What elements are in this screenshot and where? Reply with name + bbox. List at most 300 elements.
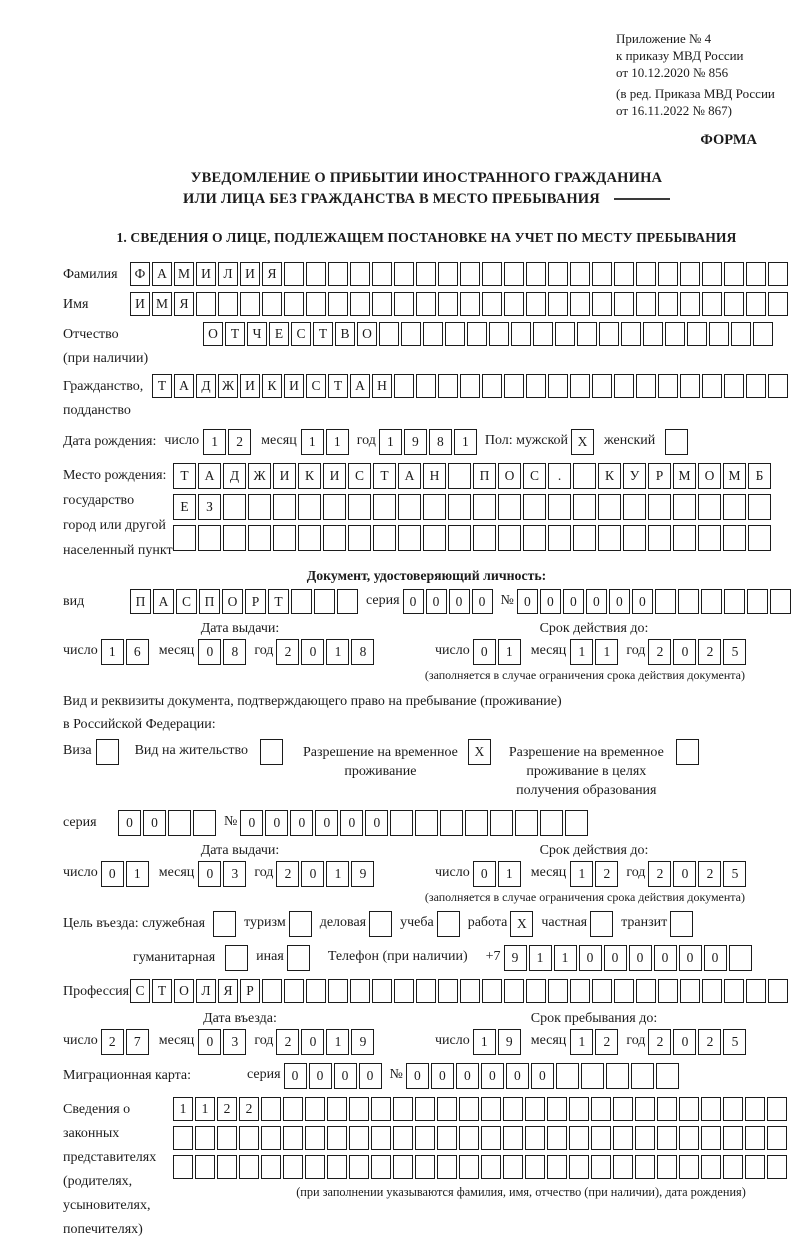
- char-box[interactable]: [323, 494, 346, 520]
- char-box[interactable]: [702, 262, 722, 286]
- char-box[interactable]: [635, 1097, 655, 1121]
- char-box[interactable]: [702, 374, 722, 398]
- char-box[interactable]: [393, 1097, 413, 1121]
- char-box[interactable]: [768, 292, 788, 316]
- char-box[interactable]: [416, 292, 436, 316]
- char-box[interactable]: Е: [173, 494, 196, 520]
- char-box[interactable]: [481, 1126, 501, 1150]
- char-box[interactable]: [592, 979, 612, 1003]
- checkbox-visa[interactable]: [96, 739, 119, 765]
- char-box[interactable]: [570, 292, 590, 316]
- char-box[interactable]: [283, 1155, 303, 1179]
- char-box[interactable]: К: [298, 463, 321, 489]
- char-box[interactable]: 5: [723, 1029, 746, 1055]
- char-box[interactable]: М: [152, 292, 172, 316]
- char-box[interactable]: [748, 494, 771, 520]
- char-box[interactable]: 1: [326, 639, 349, 665]
- char-box[interactable]: [437, 1155, 457, 1179]
- char-box[interactable]: [591, 1097, 611, 1121]
- char-box[interactable]: 2: [698, 639, 721, 665]
- char-box[interactable]: 6: [126, 639, 149, 665]
- char-box[interactable]: [482, 292, 502, 316]
- char-box[interactable]: [440, 810, 463, 836]
- char-box[interactable]: [770, 589, 791, 614]
- char-box[interactable]: [569, 1155, 589, 1179]
- char-box[interactable]: [262, 979, 282, 1003]
- char-box[interactable]: [195, 1126, 215, 1150]
- char-box[interactable]: 2: [276, 639, 299, 665]
- char-box[interactable]: 1: [498, 639, 521, 665]
- char-box[interactable]: 0: [579, 945, 602, 971]
- char-box[interactable]: Т: [268, 589, 289, 614]
- char-box[interactable]: Е: [269, 322, 289, 346]
- char-box[interactable]: [438, 979, 458, 1003]
- char-box[interactable]: 0: [426, 589, 447, 614]
- char-box[interactable]: [248, 525, 271, 551]
- char-box[interactable]: 0: [673, 639, 696, 665]
- char-box[interactable]: 0: [359, 1063, 382, 1089]
- char-box[interactable]: У: [623, 463, 646, 489]
- char-box[interactable]: 0: [309, 1063, 332, 1089]
- char-box[interactable]: С: [348, 463, 371, 489]
- char-box[interactable]: Я: [174, 292, 194, 316]
- char-box[interactable]: 9: [351, 1029, 374, 1055]
- char-box[interactable]: Ж: [248, 463, 271, 489]
- checkbox-other-purpose[interactable]: [287, 945, 310, 971]
- checkbox-business[interactable]: [369, 911, 392, 937]
- char-box[interactable]: [698, 525, 721, 551]
- char-box[interactable]: 0: [403, 589, 424, 614]
- char-box[interactable]: [401, 322, 421, 346]
- char-box[interactable]: [657, 1155, 677, 1179]
- char-box[interactable]: А: [153, 589, 174, 614]
- char-box[interactable]: Д: [223, 463, 246, 489]
- char-box[interactable]: 0: [517, 589, 538, 614]
- char-box[interactable]: [591, 1126, 611, 1150]
- char-box[interactable]: 0: [449, 589, 470, 614]
- char-box[interactable]: [592, 374, 612, 398]
- char-box[interactable]: [223, 494, 246, 520]
- char-box[interactable]: [655, 589, 676, 614]
- char-box[interactable]: [701, 589, 722, 614]
- char-box[interactable]: 0: [704, 945, 727, 971]
- char-box[interactable]: [723, 494, 746, 520]
- char-box[interactable]: [415, 1126, 435, 1150]
- char-box[interactable]: [314, 589, 335, 614]
- char-box[interactable]: [724, 374, 744, 398]
- char-box[interactable]: [573, 463, 596, 489]
- char-box[interactable]: [437, 1097, 457, 1121]
- char-box[interactable]: 1: [473, 1029, 496, 1055]
- char-box[interactable]: [460, 262, 480, 286]
- char-box[interactable]: [569, 1126, 589, 1150]
- char-box[interactable]: [569, 1097, 589, 1121]
- char-box[interactable]: С: [130, 979, 150, 1003]
- char-box[interactable]: [261, 1126, 281, 1150]
- char-box[interactable]: [438, 292, 458, 316]
- char-box[interactable]: [598, 494, 621, 520]
- char-box[interactable]: С: [523, 463, 546, 489]
- char-box[interactable]: Т: [373, 463, 396, 489]
- char-box[interactable]: 7: [126, 1029, 149, 1055]
- char-box[interactable]: [195, 1155, 215, 1179]
- char-box[interactable]: [548, 374, 568, 398]
- char-box[interactable]: Б: [748, 463, 771, 489]
- char-box[interactable]: [565, 810, 588, 836]
- char-box[interactable]: [445, 322, 465, 346]
- char-box[interactable]: [372, 262, 392, 286]
- char-box[interactable]: [753, 322, 773, 346]
- char-box[interactable]: [173, 1126, 193, 1150]
- char-box[interactable]: Т: [152, 374, 172, 398]
- char-box[interactable]: 1: [326, 429, 349, 455]
- checkbox-male[interactable]: X: [571, 429, 594, 455]
- char-box[interactable]: [473, 494, 496, 520]
- char-box[interactable]: [328, 262, 348, 286]
- char-box[interactable]: [658, 292, 678, 316]
- char-box[interactable]: [577, 322, 597, 346]
- char-box[interactable]: [217, 1155, 237, 1179]
- char-box[interactable]: [606, 1063, 629, 1089]
- char-box[interactable]: [504, 262, 524, 286]
- char-box[interactable]: И: [240, 262, 260, 286]
- char-box[interactable]: Л: [218, 262, 238, 286]
- char-box[interactable]: 0: [629, 945, 652, 971]
- char-box[interactable]: [665, 322, 685, 346]
- char-box[interactable]: 1: [326, 1029, 349, 1055]
- char-box[interactable]: [547, 1097, 567, 1121]
- char-box[interactable]: [305, 1097, 325, 1121]
- char-box[interactable]: [284, 292, 304, 316]
- char-box[interactable]: [648, 494, 671, 520]
- char-box[interactable]: [504, 374, 524, 398]
- char-box[interactable]: [656, 1063, 679, 1089]
- char-box[interactable]: О: [698, 463, 721, 489]
- char-box[interactable]: [291, 589, 312, 614]
- char-box[interactable]: [394, 979, 414, 1003]
- char-box[interactable]: [218, 292, 238, 316]
- char-box[interactable]: [570, 979, 590, 1003]
- char-box[interactable]: [745, 1155, 765, 1179]
- char-box[interactable]: [526, 292, 546, 316]
- char-box[interactable]: [573, 525, 596, 551]
- char-box[interactable]: 2: [648, 639, 671, 665]
- char-box[interactable]: [482, 262, 502, 286]
- char-box[interactable]: Ф: [130, 262, 150, 286]
- char-box[interactable]: [648, 525, 671, 551]
- char-box[interactable]: [482, 374, 502, 398]
- char-box[interactable]: [768, 262, 788, 286]
- char-box[interactable]: 0: [365, 810, 388, 836]
- char-box[interactable]: [623, 525, 646, 551]
- char-box[interactable]: [284, 979, 304, 1003]
- char-box[interactable]: [416, 979, 436, 1003]
- char-box[interactable]: [416, 262, 436, 286]
- char-box[interactable]: [489, 322, 509, 346]
- char-box[interactable]: [746, 292, 766, 316]
- char-box[interactable]: [680, 262, 700, 286]
- char-box[interactable]: 0: [563, 589, 584, 614]
- checkbox-transit[interactable]: [670, 911, 693, 937]
- checkbox-work[interactable]: X: [510, 911, 533, 937]
- char-box[interactable]: [702, 292, 722, 316]
- char-box[interactable]: [448, 463, 471, 489]
- char-box[interactable]: И: [196, 262, 216, 286]
- char-box[interactable]: 9: [351, 861, 374, 887]
- char-box[interactable]: [548, 525, 571, 551]
- char-box[interactable]: 0: [673, 861, 696, 887]
- char-box[interactable]: [248, 494, 271, 520]
- char-box[interactable]: 0: [481, 1063, 504, 1089]
- char-box[interactable]: [262, 292, 282, 316]
- checkbox-official[interactable]: [213, 911, 236, 937]
- char-box[interactable]: [614, 262, 634, 286]
- char-box[interactable]: 2: [698, 861, 721, 887]
- char-box[interactable]: 1: [529, 945, 552, 971]
- char-box[interactable]: В: [335, 322, 355, 346]
- char-box[interactable]: 0: [679, 945, 702, 971]
- char-box[interactable]: [723, 1155, 743, 1179]
- char-box[interactable]: Т: [328, 374, 348, 398]
- char-box[interactable]: [193, 810, 216, 836]
- char-box[interactable]: [503, 1126, 523, 1150]
- char-box[interactable]: [327, 1155, 347, 1179]
- char-box[interactable]: О: [222, 589, 243, 614]
- char-box[interactable]: А: [350, 374, 370, 398]
- char-box[interactable]: [415, 1155, 435, 1179]
- char-box[interactable]: 0: [673, 1029, 696, 1055]
- char-box[interactable]: 0: [198, 1029, 221, 1055]
- char-box[interactable]: [459, 1126, 479, 1150]
- char-box[interactable]: [581, 1063, 604, 1089]
- char-box[interactable]: 1: [595, 639, 618, 665]
- char-box[interactable]: М: [723, 463, 746, 489]
- char-box[interactable]: [349, 1155, 369, 1179]
- char-box[interactable]: [261, 1097, 281, 1121]
- char-box[interactable]: [371, 1097, 391, 1121]
- char-box[interactable]: Т: [313, 322, 333, 346]
- char-box[interactable]: [698, 494, 721, 520]
- char-box[interactable]: [679, 1155, 699, 1179]
- char-box[interactable]: Н: [423, 463, 446, 489]
- char-box[interactable]: [390, 810, 413, 836]
- char-box[interactable]: 8: [351, 639, 374, 665]
- char-box[interactable]: [379, 322, 399, 346]
- char-box[interactable]: [481, 1155, 501, 1179]
- char-box[interactable]: 0: [290, 810, 313, 836]
- char-box[interactable]: А: [398, 463, 421, 489]
- char-box[interactable]: М: [174, 262, 194, 286]
- char-box[interactable]: [724, 589, 745, 614]
- char-box[interactable]: [613, 1155, 633, 1179]
- char-box[interactable]: [423, 494, 446, 520]
- char-box[interactable]: 3: [223, 1029, 246, 1055]
- char-box[interactable]: 1: [301, 429, 324, 455]
- char-box[interactable]: 9: [498, 1029, 521, 1055]
- char-box[interactable]: Т: [225, 322, 245, 346]
- char-box[interactable]: [328, 292, 348, 316]
- char-box[interactable]: [745, 1126, 765, 1150]
- char-box[interactable]: 1: [570, 639, 593, 665]
- char-box[interactable]: 0: [506, 1063, 529, 1089]
- char-box[interactable]: [658, 979, 678, 1003]
- char-box[interactable]: 2: [648, 1029, 671, 1055]
- char-box[interactable]: [658, 374, 678, 398]
- char-box[interactable]: 0: [586, 589, 607, 614]
- char-box[interactable]: [767, 1126, 787, 1150]
- char-box[interactable]: 2: [648, 861, 671, 887]
- char-box[interactable]: .: [548, 463, 571, 489]
- char-box[interactable]: [598, 525, 621, 551]
- char-box[interactable]: [348, 494, 371, 520]
- char-box[interactable]: [350, 292, 370, 316]
- char-box[interactable]: 2: [698, 1029, 721, 1055]
- char-box[interactable]: Д: [196, 374, 216, 398]
- char-box[interactable]: [533, 322, 553, 346]
- char-box[interactable]: И: [284, 374, 304, 398]
- char-box[interactable]: Р: [648, 463, 671, 489]
- char-box[interactable]: 5: [723, 639, 746, 665]
- char-box[interactable]: Т: [152, 979, 172, 1003]
- char-box[interactable]: [415, 1097, 435, 1121]
- char-box[interactable]: 9: [404, 429, 427, 455]
- char-box[interactable]: [657, 1126, 677, 1150]
- char-box[interactable]: [196, 292, 216, 316]
- char-box[interactable]: 5: [723, 861, 746, 887]
- char-box[interactable]: О: [174, 979, 194, 1003]
- checkbox-female[interactable]: [665, 429, 688, 455]
- char-box[interactable]: 0: [301, 1029, 324, 1055]
- char-box[interactable]: 1: [126, 861, 149, 887]
- char-box[interactable]: 0: [198, 861, 221, 887]
- char-box[interactable]: 9: [504, 945, 527, 971]
- char-box[interactable]: 2: [595, 1029, 618, 1055]
- char-box[interactable]: [636, 292, 656, 316]
- char-box[interactable]: [526, 374, 546, 398]
- char-box[interactable]: [540, 810, 563, 836]
- char-box[interactable]: [723, 525, 746, 551]
- char-box[interactable]: [680, 374, 700, 398]
- char-box[interactable]: [459, 1097, 479, 1121]
- char-box[interactable]: 1: [101, 639, 124, 665]
- char-box[interactable]: 2: [595, 861, 618, 887]
- char-box[interactable]: [372, 292, 392, 316]
- char-box[interactable]: [482, 979, 502, 1003]
- char-box[interactable]: [635, 1126, 655, 1150]
- char-box[interactable]: [614, 292, 634, 316]
- char-box[interactable]: [548, 292, 568, 316]
- char-box[interactable]: И: [130, 292, 150, 316]
- char-box[interactable]: [687, 322, 707, 346]
- char-box[interactable]: [723, 1126, 743, 1150]
- char-box[interactable]: [415, 810, 438, 836]
- char-box[interactable]: 1: [203, 429, 226, 455]
- char-box[interactable]: [173, 1155, 193, 1179]
- char-box[interactable]: [525, 1126, 545, 1150]
- char-box[interactable]: [283, 1126, 303, 1150]
- char-box[interactable]: Я: [262, 262, 282, 286]
- char-box[interactable]: [746, 262, 766, 286]
- char-box[interactable]: [416, 374, 436, 398]
- char-box[interactable]: 1: [195, 1097, 215, 1121]
- char-box[interactable]: [599, 322, 619, 346]
- char-box[interactable]: [394, 374, 414, 398]
- char-box[interactable]: [525, 1097, 545, 1121]
- char-box[interactable]: [709, 322, 729, 346]
- char-box[interactable]: [729, 945, 752, 971]
- char-box[interactable]: 3: [223, 861, 246, 887]
- char-box[interactable]: 2: [228, 429, 251, 455]
- char-box[interactable]: [731, 322, 751, 346]
- char-box[interactable]: 0: [334, 1063, 357, 1089]
- char-box[interactable]: Ж: [218, 374, 238, 398]
- char-box[interactable]: [636, 262, 656, 286]
- char-box[interactable]: [658, 262, 678, 286]
- checkbox-tourism[interactable]: [289, 911, 312, 937]
- char-box[interactable]: [745, 1097, 765, 1121]
- char-box[interactable]: 2: [239, 1097, 259, 1121]
- char-box[interactable]: [465, 810, 488, 836]
- char-box[interactable]: [767, 1155, 787, 1179]
- char-box[interactable]: [556, 1063, 579, 1089]
- char-box[interactable]: 1: [554, 945, 577, 971]
- char-box[interactable]: [498, 525, 521, 551]
- char-box[interactable]: [423, 322, 443, 346]
- char-box[interactable]: [723, 1097, 743, 1121]
- char-box[interactable]: 0: [456, 1063, 479, 1089]
- char-box[interactable]: 1: [570, 861, 593, 887]
- char-box[interactable]: С: [306, 374, 326, 398]
- char-box[interactable]: [748, 525, 771, 551]
- char-box[interactable]: М: [673, 463, 696, 489]
- char-box[interactable]: И: [240, 374, 260, 398]
- char-box[interactable]: [349, 1097, 369, 1121]
- char-box[interactable]: [460, 292, 480, 316]
- char-box[interactable]: [591, 1155, 611, 1179]
- char-box[interactable]: [393, 1155, 413, 1179]
- char-box[interactable]: 0: [654, 945, 677, 971]
- char-box[interactable]: З: [198, 494, 221, 520]
- char-box[interactable]: 0: [531, 1063, 554, 1089]
- char-box[interactable]: [623, 494, 646, 520]
- char-box[interactable]: [305, 1126, 325, 1150]
- char-box[interactable]: [239, 1126, 259, 1150]
- char-box[interactable]: [548, 494, 571, 520]
- char-box[interactable]: 0: [118, 810, 141, 836]
- char-box[interactable]: Н: [372, 374, 392, 398]
- char-box[interactable]: 0: [101, 861, 124, 887]
- char-box[interactable]: [747, 589, 768, 614]
- char-box[interactable]: [613, 1097, 633, 1121]
- char-box[interactable]: [701, 1126, 721, 1150]
- char-box[interactable]: [373, 525, 396, 551]
- char-box[interactable]: [592, 262, 612, 286]
- char-box[interactable]: П: [199, 589, 220, 614]
- char-box[interactable]: [643, 322, 663, 346]
- char-box[interactable]: П: [130, 589, 151, 614]
- char-box[interactable]: 0: [604, 945, 627, 971]
- char-box[interactable]: 2: [276, 1029, 299, 1055]
- char-box[interactable]: 0: [284, 1063, 307, 1089]
- char-box[interactable]: [437, 1126, 457, 1150]
- char-box[interactable]: 0: [540, 589, 561, 614]
- char-box[interactable]: [511, 322, 531, 346]
- char-box[interactable]: [371, 1126, 391, 1150]
- char-box[interactable]: [515, 810, 538, 836]
- char-box[interactable]: 0: [315, 810, 338, 836]
- char-box[interactable]: [173, 525, 196, 551]
- char-box[interactable]: [350, 979, 370, 1003]
